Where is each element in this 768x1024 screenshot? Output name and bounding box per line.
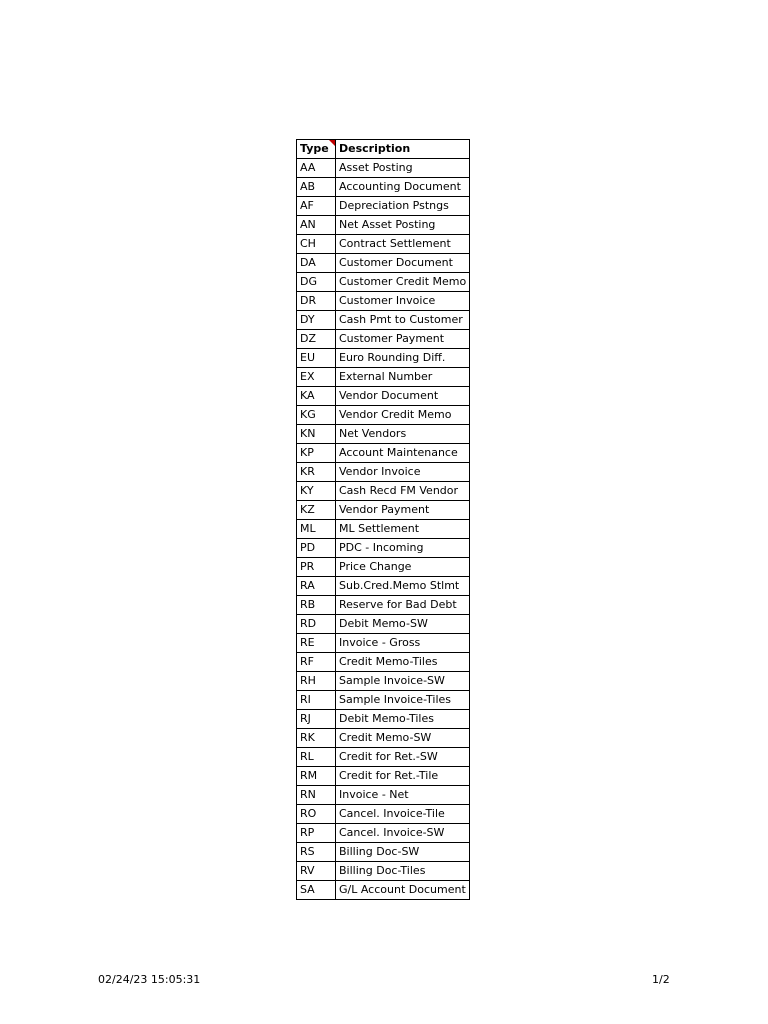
table-row — [297, 501, 470, 520]
table-row — [297, 558, 470, 577]
cell-type: RK — [297, 729, 336, 748]
table-row — [297, 368, 470, 387]
cell-type: RI — [297, 691, 336, 710]
cell-type: DA — [297, 254, 336, 273]
column-header-type-label: Type — [300, 142, 329, 155]
table-row — [297, 463, 470, 482]
cell-description: Vendor Payment — [336, 501, 470, 520]
cell-type: PR — [297, 558, 336, 577]
cell-type: EU — [297, 349, 336, 368]
table-row — [297, 596, 470, 615]
cell-description: Cancel. Invoice-Tile — [336, 805, 470, 824]
table-row — [297, 311, 470, 330]
page-number: 1/2 — [652, 973, 670, 986]
table-row — [297, 615, 470, 634]
cell-description: G/L Account Document — [336, 881, 470, 900]
cell-type: RM — [297, 767, 336, 786]
table-body — [297, 159, 470, 900]
cell-type: RH — [297, 672, 336, 691]
cell-type: KY — [297, 482, 336, 501]
table-row — [297, 197, 470, 216]
table-row — [297, 710, 470, 729]
cell-type: KG — [297, 406, 336, 425]
cell-type: PD — [297, 539, 336, 558]
cell-type: RB — [297, 596, 336, 615]
table-row — [297, 178, 470, 197]
cell-description: Accounting Document — [336, 178, 470, 197]
cell-type: DY — [297, 311, 336, 330]
cell-description: Customer Payment — [336, 330, 470, 349]
table-row — [297, 520, 470, 539]
cell-description: Sub.Cred.Memo Stlmt — [336, 577, 470, 596]
cell-type: RF — [297, 653, 336, 672]
cell-description: Net Asset Posting — [336, 216, 470, 235]
cell-type: AF — [297, 197, 336, 216]
cell-type: ML — [297, 520, 336, 539]
cell-type: KR — [297, 463, 336, 482]
cell-description: Price Change — [336, 558, 470, 577]
cell-description: Customer Invoice — [336, 292, 470, 311]
table-row — [297, 216, 470, 235]
cell-type: EX — [297, 368, 336, 387]
table-row — [297, 881, 470, 900]
cell-type: RL — [297, 748, 336, 767]
table-row — [297, 577, 470, 596]
table-header-row — [297, 140, 470, 159]
cell-type: RD — [297, 615, 336, 634]
cell-description: Customer Document — [336, 254, 470, 273]
table-row — [297, 786, 470, 805]
table-row — [297, 691, 470, 710]
cell-description: Billing Doc-SW — [336, 843, 470, 862]
cell-type: RV — [297, 862, 336, 881]
table-row — [297, 653, 470, 672]
table-row — [297, 273, 470, 292]
cell-description: Sample Invoice-SW — [336, 672, 470, 691]
cell-description: Reserve for Bad Debt — [336, 596, 470, 615]
document-type-sheet — [296, 139, 470, 900]
cell-description: Vendor Invoice — [336, 463, 470, 482]
cell-description: Sample Invoice-Tiles — [336, 691, 470, 710]
cell-description: Credit Memo-SW — [336, 729, 470, 748]
cell-description: Credit for Ret.-Tile — [336, 767, 470, 786]
table-row — [297, 159, 470, 178]
cell-type: KZ — [297, 501, 336, 520]
cell-description: Invoice - Net — [336, 786, 470, 805]
cell-type: DZ — [297, 330, 336, 349]
cell-description: Billing Doc-Tiles — [336, 862, 470, 881]
cell-description: Contract Settlement — [336, 235, 470, 254]
table-row — [297, 330, 470, 349]
comment-indicator-icon — [329, 140, 335, 146]
table-row — [297, 748, 470, 767]
cell-description: Cash Recd FM Vendor — [336, 482, 470, 501]
cell-type: SA — [297, 881, 336, 900]
cell-description: Debit Memo-Tiles — [336, 710, 470, 729]
table-row — [297, 767, 470, 786]
cell-type: RE — [297, 634, 336, 653]
table-row — [297, 254, 470, 273]
cell-type: CH — [297, 235, 336, 254]
cell-description: Depreciation Pstngs — [336, 197, 470, 216]
cell-description: Invoice - Gross — [336, 634, 470, 653]
table-row — [297, 672, 470, 691]
cell-description: Vendor Document — [336, 387, 470, 406]
cell-description: Asset Posting — [336, 159, 470, 178]
print-timestamp: 02/24/23 15:05:31 — [98, 973, 201, 986]
cell-description: ML Settlement — [336, 520, 470, 539]
table-row — [297, 349, 470, 368]
table-row — [297, 634, 470, 653]
cell-type: KN — [297, 425, 336, 444]
cell-type: AA — [297, 159, 336, 178]
cell-description: External Number — [336, 368, 470, 387]
cell-type: RA — [297, 577, 336, 596]
cell-type: RO — [297, 805, 336, 824]
cell-description: Cancel. Invoice-SW — [336, 824, 470, 843]
cell-type: DR — [297, 292, 336, 311]
table-row — [297, 235, 470, 254]
cell-description: Cash Pmt to Customer — [336, 311, 470, 330]
table-row — [297, 824, 470, 843]
cell-description: Euro Rounding Diff. — [336, 349, 470, 368]
cell-type: RN — [297, 786, 336, 805]
cell-type: AN — [297, 216, 336, 235]
column-header-type — [297, 140, 336, 159]
document-type-table — [296, 139, 470, 900]
cell-description: Customer Credit Memo — [336, 273, 470, 292]
table-row — [297, 425, 470, 444]
cell-type: AB — [297, 178, 336, 197]
cell-description: Credit Memo-Tiles — [336, 653, 470, 672]
cell-type: RS — [297, 843, 336, 862]
table-row — [297, 444, 470, 463]
cell-type: RJ — [297, 710, 336, 729]
table-row — [297, 406, 470, 425]
table-row — [297, 862, 470, 881]
table-row — [297, 482, 470, 501]
cell-description: Vendor Credit Memo — [336, 406, 470, 425]
table-row — [297, 292, 470, 311]
cell-description: Credit for Ret.-SW — [336, 748, 470, 767]
table-row — [297, 805, 470, 824]
table-row — [297, 387, 470, 406]
cell-description: Debit Memo-SW — [336, 615, 470, 634]
table-row — [297, 729, 470, 748]
cell-description: PDC - Incoming — [336, 539, 470, 558]
cell-type: RP — [297, 824, 336, 843]
cell-type: KP — [297, 444, 336, 463]
cell-description: Net Vendors — [336, 425, 470, 444]
table-row — [297, 539, 470, 558]
cell-type: KA — [297, 387, 336, 406]
cell-type: DG — [297, 273, 336, 292]
column-header-description: Description — [336, 140, 470, 159]
table-row — [297, 843, 470, 862]
cell-description: Account Maintenance — [336, 444, 470, 463]
